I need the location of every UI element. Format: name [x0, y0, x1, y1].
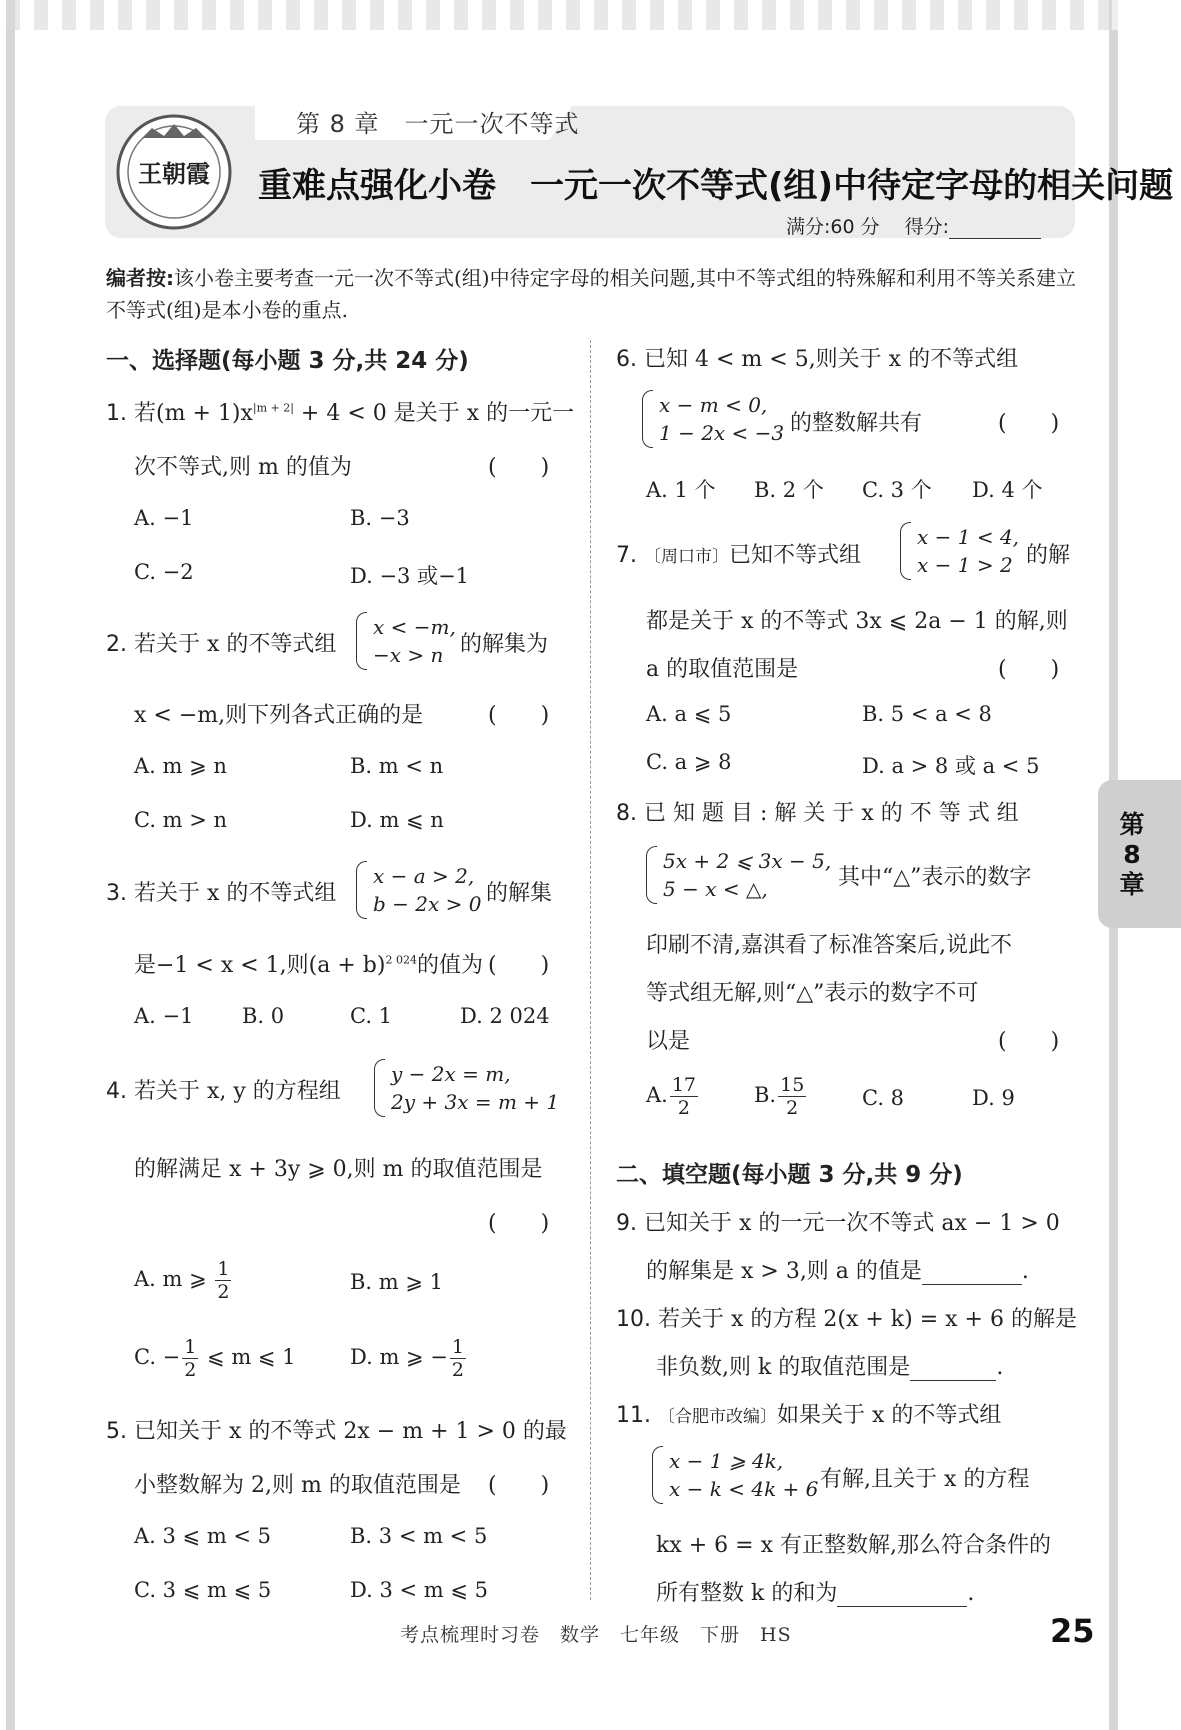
q6-sys-line1: x − m < 0,	[659, 393, 768, 417]
q11-source-tag: 〔合肥市改编〕	[658, 1407, 777, 1427]
q6-sys-line2: 1 − 2x < −3	[659, 421, 785, 445]
score-total: 满分:60 分	[786, 216, 880, 238]
q9-line1: 9. 已知关于 x 的一元一次不等式 ax − 1 > 0	[616, 1211, 1060, 1236]
page-frame-top	[6, 0, 1118, 30]
q2-brace	[356, 612, 367, 670]
q5-answer-paren[interactable]: ( )	[488, 1473, 550, 1498]
publisher-logo	[112, 110, 236, 234]
q5-option-a[interactable]: A. 3 ⩽ m < 5	[134, 1524, 272, 1548]
q9-answer-blank[interactable]	[922, 1264, 1022, 1285]
q6-answer-paren[interactable]: ( )	[998, 411, 1060, 436]
chapter-label: 第 8 章 一元一次不等式	[296, 110, 580, 138]
q10-answer-blank[interactable]	[910, 1360, 996, 1381]
q8-option-b-fraction: $\frac{15}{2}$	[780, 1074, 805, 1119]
q2-system	[356, 612, 456, 670]
q4-line2: 的解满足 x + 3y ⩾ 0,则 m 的取值范围是	[134, 1157, 543, 1182]
q7-source-tag: 〔周口市〕	[644, 547, 729, 567]
editor-note-label: 编者按:	[106, 266, 174, 290]
q7-line1-post: 的解	[1026, 543, 1071, 568]
q6-system	[642, 390, 784, 448]
q3-line1-pre: 3. 若关于 x 的不等式组	[106, 881, 337, 906]
q6-option-a[interactable]: A. 1 个	[646, 478, 716, 502]
q2-option-a[interactable]: A. m ⩾ n	[134, 754, 227, 778]
q11-line1: 11. 〔合肥市改编〕如果关于 x 的不等式组	[616, 1403, 1002, 1428]
q11-line4: 所有整数 k 的和为 .	[656, 1581, 975, 1606]
q8-sys-line2: 5 − x < △,	[663, 877, 768, 901]
q4-option-d-fraction: $\frac{1}{2}$	[451, 1336, 464, 1381]
q3-option-a[interactable]: A. −1	[134, 1004, 194, 1028]
q2-option-c[interactable]: C. m > n	[134, 808, 228, 832]
q7-line3: a 的取值范围是	[646, 657, 799, 682]
q7-sys-line2: x − 1 > 2	[917, 553, 1013, 577]
score-blank[interactable]	[949, 220, 1041, 239]
q4-option-c[interactable]: C. − $\frac{1}{2}$ ⩽ m ⩽ 1	[134, 1336, 296, 1381]
q6-option-d[interactable]: D. 4 个	[972, 478, 1043, 502]
editor-note-text: 该小卷主要考查一元一次不等式(组)中待定字母的相关问题,其中不等式组的特殊解和利用不等关系建立不等式(组)是本小卷的重点.	[106, 266, 1076, 322]
q7-line2: 都是关于 x 的不等式 3x ⩽ 2a − 1 的解,则	[646, 609, 1068, 634]
q4-option-c-fraction: $\frac{1}{2}$	[184, 1336, 197, 1381]
q4-answer-paren[interactable]: ( )	[488, 1211, 550, 1236]
q8-option-a-fraction: $\frac{17}{2}$	[671, 1074, 697, 1119]
q8-option-c[interactable]: C. 8	[862, 1086, 905, 1110]
q5-line1: 5. 已知关于 x 的不等式 2x − m + 1 > 0 的最	[106, 1419, 567, 1444]
section1-title: 一、选择题(每小题 3 分,共 24 分)	[106, 348, 469, 374]
q8-option-a[interactable]: A. $\frac{17}{2}$	[646, 1074, 697, 1119]
q8-sys-line1: 5x + 2 ⩽ 3x − 5,	[663, 849, 832, 873]
q7-answer-paren[interactable]: ( )	[998, 657, 1060, 682]
q7-sys-line1: x − 1 < 4,	[917, 525, 1020, 549]
q1-option-d[interactable]: D. −3 或−1	[350, 564, 470, 588]
q8-line4: 等式组无解,则“△”表示的数字不可	[646, 981, 979, 1006]
q7-option-d[interactable]: D. a > 8 或 a < 5	[862, 754, 1040, 778]
q5-option-d[interactable]: D. 3 < m ⩽ 5	[350, 1578, 488, 1602]
score-got-label: 得分:	[904, 216, 950, 238]
q3-answer-paren[interactable]: ( )	[488, 953, 550, 978]
q3-option-d[interactable]: D. 2 024	[460, 1004, 550, 1028]
q8-system	[646, 846, 831, 904]
q11-sys-line1: x − 1 ⩾ 4k,	[669, 1449, 784, 1473]
q2-line1-post: 的解集为	[460, 632, 549, 657]
q11-answer-blank[interactable]	[837, 1586, 967, 1607]
q11-sys-line2: x − k < 4k + 6	[669, 1477, 819, 1501]
q8-answer-paren[interactable]: ( )	[998, 1029, 1060, 1054]
q5-line2: 小整数解为 2,则 m 的取值范围是	[134, 1473, 461, 1498]
q3-option-b[interactable]: B. 0	[242, 1004, 285, 1028]
paper-title: 重难点强化小卷 一元一次不等式(组)中待定字母的相关问题	[258, 166, 1174, 206]
q5-option-c[interactable]: C. 3 ⩽ m ⩽ 5	[134, 1578, 272, 1602]
q2-option-b[interactable]: B. m < n	[350, 754, 444, 778]
q1-answer-paren[interactable]: ( )	[488, 455, 550, 480]
svg-text:王朝霞: 王朝霞	[138, 159, 210, 188]
q3-brace	[356, 861, 367, 919]
q5-option-b[interactable]: B. 3 < m < 5	[350, 1524, 488, 1548]
q8-option-d[interactable]: D. 9	[972, 1086, 1015, 1110]
q1-line2: 次不等式,则 m 的值为	[134, 455, 352, 480]
editor-note	[106, 262, 1076, 326]
column-divider	[590, 340, 591, 1600]
q2-sys-line1: x < −m,	[373, 615, 456, 639]
q4-sys-line1: y − 2x = m,	[391, 1062, 511, 1086]
q2-sys-line2: −x > n	[373, 643, 444, 667]
q3-system	[356, 861, 481, 919]
page-number: 25	[1050, 1612, 1095, 1650]
q4-option-a-fraction: $\frac{1}{2}$	[217, 1258, 230, 1303]
q4-option-a[interactable]: A. m ⩾ $\frac{1}{2}$	[134, 1258, 230, 1303]
q3-option-c[interactable]: C. 1	[350, 1004, 393, 1028]
q8-line2-post: 其中“△”表示的数字	[838, 865, 1032, 890]
q6-option-c[interactable]: C. 3 个	[862, 478, 932, 502]
q6-brace	[642, 390, 653, 448]
q2-line1-pre: 2. 若关于 x 的不等式组	[106, 632, 337, 657]
score-line	[786, 212, 1041, 239]
q6-line2-post: 的整数解共有	[790, 411, 923, 436]
q7-brace	[900, 522, 911, 580]
q6-line1: 6. 已知 4 < m < 5,则关于 x 的不等式组	[616, 347, 1019, 372]
q4-line1-pre: 4. 若关于 x, y 的方程组	[106, 1079, 341, 1104]
q1-line1: 1. 若$(m + 1)x^{|m + 2|} + 4 < 0$ 是关于 x 的一元一	[106, 401, 575, 426]
q4-option-d[interactable]: D. m ⩾ − $\frac{1}{2}$	[350, 1336, 464, 1381]
q8-line1: 8. 已 知 题 目 : 解 关 于 x 的 不 等 式 组	[616, 801, 1019, 826]
footer-text: 考点梳理时习卷 数学 七年级 下册 HS	[400, 1624, 792, 1646]
q3-sys-line2: b − 2x > 0	[373, 892, 482, 916]
q2-line2: x < −m,则下列各式正确的是	[134, 703, 424, 728]
q8-option-b[interactable]: B. $\frac{15}{2}$	[754, 1074, 805, 1119]
q7-option-c[interactable]: C. a ⩾ 8	[646, 750, 732, 774]
q4-system	[374, 1059, 559, 1117]
q10-line2: 非负数,则 k 的取值范围是 .	[656, 1355, 1004, 1380]
q3-sys-line1: x − a > 2,	[373, 864, 475, 888]
q7-line1-pre: 7. 〔周口市〕已知不等式组	[616, 543, 862, 568]
chapter-side-tab-text: 第8章	[1119, 810, 1145, 899]
q4-option-b[interactable]: B. m ⩾ 1	[350, 1270, 444, 1294]
q11-line2-post: 有解,且关于 x 的方程	[820, 1467, 1030, 1492]
q8-line3: 印刷不清,嘉淇看了标准答案后,说此不	[646, 933, 1012, 958]
q7-option-a[interactable]: A. a ⩽ 5	[646, 702, 732, 726]
q2-option-d[interactable]: D. m ⩽ n	[350, 808, 444, 832]
q6-option-b[interactable]: B. 2 个	[754, 478, 824, 502]
q7-system	[900, 522, 1019, 580]
q2-answer-paren[interactable]: ( )	[488, 703, 550, 728]
section2-title: 二、填空题(每小题 3 分,共 9 分)	[616, 1162, 963, 1188]
q8-brace	[646, 846, 657, 904]
q8-line5: 以是	[646, 1029, 691, 1054]
q9-line2: 的解集是 x > 3,则 a 的值是 .	[646, 1259, 1029, 1284]
q3-line1-post: 的解集	[486, 881, 553, 906]
q7-option-b[interactable]: B. 5 < a < 8	[862, 702, 992, 726]
q11-system	[652, 1446, 818, 1504]
q1-option-b[interactable]: B. −3	[350, 506, 410, 530]
q3-line2: 是−1 < x < 1,则$(a + b)^{2 024}$的值为	[134, 953, 483, 978]
q4-sys-line2: 2y + 3x = m + 1	[391, 1090, 560, 1114]
q11-brace	[652, 1446, 663, 1504]
q10-line1: 10. 若关于 x 的方程 2(x + k) = x + 6 的解是	[616, 1307, 1077, 1332]
q11-line3: kx + 6 = x 有正整数解,那么符合条件的	[656, 1533, 1051, 1558]
q4-brace	[374, 1059, 385, 1117]
q1-option-c[interactable]: C. −2	[134, 560, 194, 584]
q1-option-a[interactable]: A. −1	[134, 506, 194, 530]
